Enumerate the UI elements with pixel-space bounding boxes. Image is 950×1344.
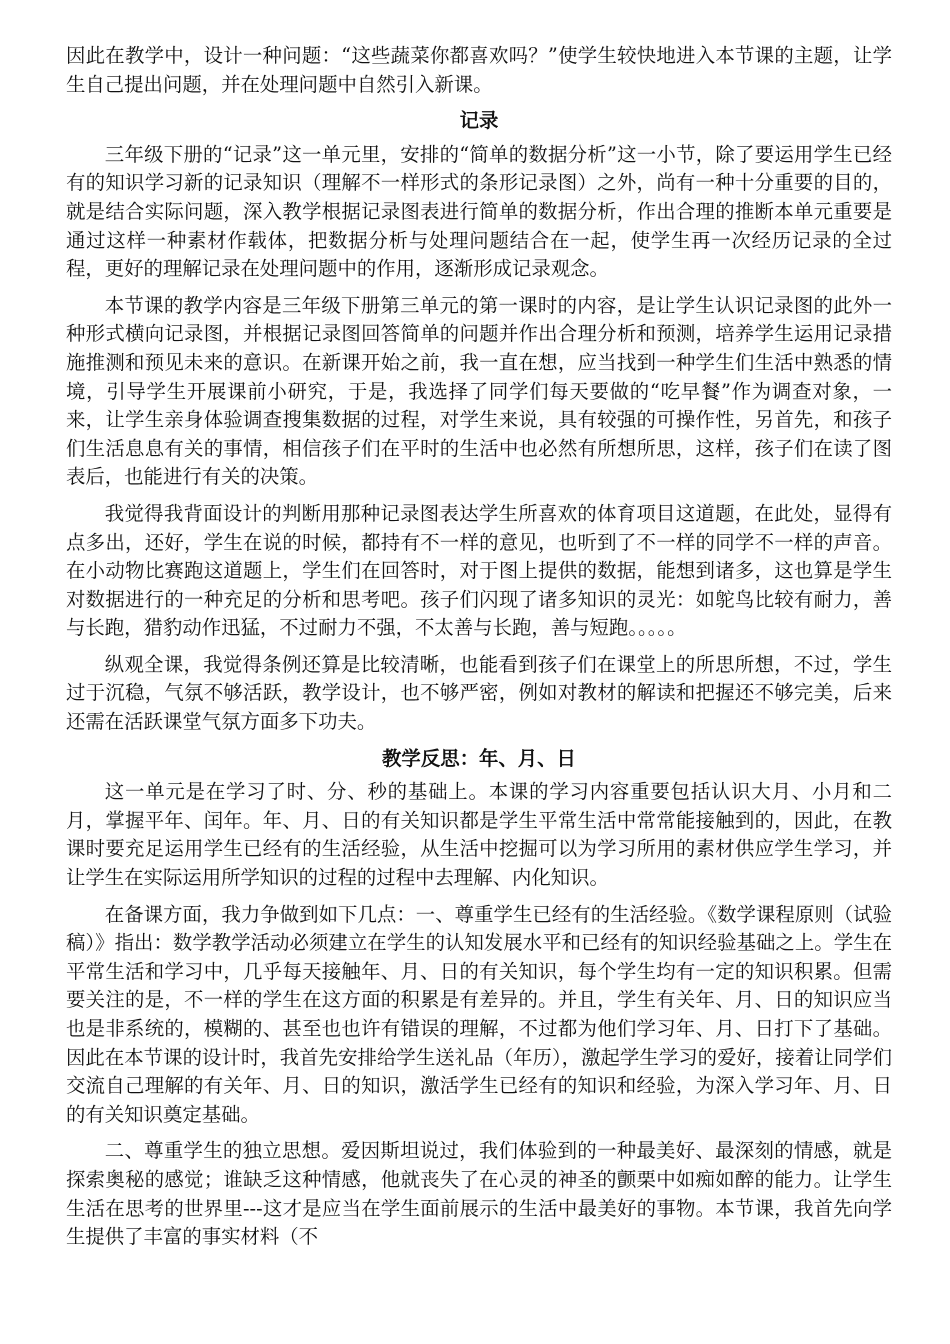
paragraph-record-unit: 三年级下册的“记录”这一单元里，安排的“简单的数据分析”这一小节，除了要运用学生已经有的知识学习新的记录知识（理解不一样形式的条形记录图）之外，尚有一种十分重要的目的，就是结合实际问题，深入教学根据记录图表进行简单的数据分析，作出合理的推断本单元重要是通过这样一种素材作载体，把数据分析与处理问题结合在一起，使学生再一次经历记录的全过程，更好的理解记录在处理问题中的作用，逐渐形成记录观念。 — [66, 142, 892, 281]
paragraph-unit-intro: 这一单元是在学习了时、分、秒的基础上。本课的学习内容重要包括认识大月、小月和二月，掌握平年、闰年。年、月、日的有关知识都是学生平常生活中常常能接触到的，因此，在教课时要充足运用学生已经有的生活经验，从生活中挖掘可以为学习所用的素材供应学生学习，并让学生在实际运用所学知识的过程的过程中去理解、内化知识。 — [66, 780, 892, 890]
document-page — [66, 42, 892, 1260]
paragraph-independent-thought: 二、尊重学生的独立思想。爱因斯坦说过，我们体验到的一种最美好、最深刻的情感，就是探索奥秘的感觉；谁缺乏这种情感，他就丧失了在心灵的神圣的颤栗中如痴如醉的能力。让学生生活在思考的世界里---这才是应当在学生面前展示的生活中最美好的事物。本节课，我首先向学生提供了丰富的事实材料（不 — [66, 1139, 892, 1249]
heading-jilu: 记录 — [459, 109, 499, 133]
paragraph-intro: 因此在教学中，设计一种问题：“这些蔬菜你都喜欢吗？”使学生较快地进入本节课的主题，让学生自己提出问题，并在处理问题中自然引入新课。 — [66, 44, 892, 96]
heading-year-month-day: 教学反思：年、月、日 — [382, 746, 576, 770]
paragraph-design-reflection: 我觉得我背面设计的判断用那种记录图表达学生所喜欢的体育项目这道题，在此处，显得有点多出，还好，学生在说的时候，都持有不一样的意见，也听到了不一样的同学不一样的声音。在小动物比赛跑这道题上，学生们在回答时，对于图上提供的数据，能想到诸多，这也算是学生对数据进行的一种充足的分析和思考吧。孩子们闪现了诸多知识的灵光：如鸵鸟比较有耐力，善与长跑，猎豹动作迅猛，不过耐力不强，不太善与长跑，善与短跑。。。。。 — [66, 501, 892, 640]
paragraph-preparation: 在备课方面，我力争做到如下几点：一、尊重学生已经有的生活经验。《数学课程原则（试验稿）》指出：数学教学活动必须建立在学生的认知发展水平和已经有的知识经验基础之上。学生在平常生活和学习中，几乎每天接触年、月、日的有关知识，每个学生均有一定的知识积累。但需要关注的是，不一样的学生在这方面的积累是有差异的。并且，学生有关年、月、日的知识应当也是非系统的，模糊的、甚至也也许有错误的理解，不过都为他们学习年、月、日打下了基础。因此在本节课的设计时，我首先安排给学生送礼品（年历），激起学生学习的爱好，接着让同学们交流自己理解的有关年、月、日的知识，激活学生已经有的知识和经验，为深入学习年、月、日的有关知识奠定基础。 — [66, 902, 892, 1126]
paragraph-lesson-content: 本节课的教学内容是三年级下册第三单元的第一课时的内容，是让学生认识记录图的此外一种形式横向记录图，并根据记录图回答简单的问题并作出合理分析和预测，培养学生运用记录措施推测和预见未来的意识。在新课开始之前，我一直在想，应当找到一种学生们生活中熟悉的情境，引导学生开展课前小研究，于是，我选择了同学们每天要做的“吃早餐”作为调查对象，一来，让学生亲身体验调查搜集数据的过程，对学生来说，具有较强的可操作性，另首先，和孩子们生活息息有关的事情，相信孩子们在平时的生活中也必然有所想所思，这样，孩子们在读了图表后，也能进行有关的决策。 — [66, 293, 892, 489]
paragraph-overview: 纵观全课，我觉得条例还算是比较清晰，也能看到孩子们在课堂上的所思所想，不过，学生过于沉稳，气氛不够活跃，教学设计，也不够严密，例如对教材的解读和把握还不够完美，后来还需在活跃课堂气氛方面多下功夫。 — [66, 652, 892, 734]
